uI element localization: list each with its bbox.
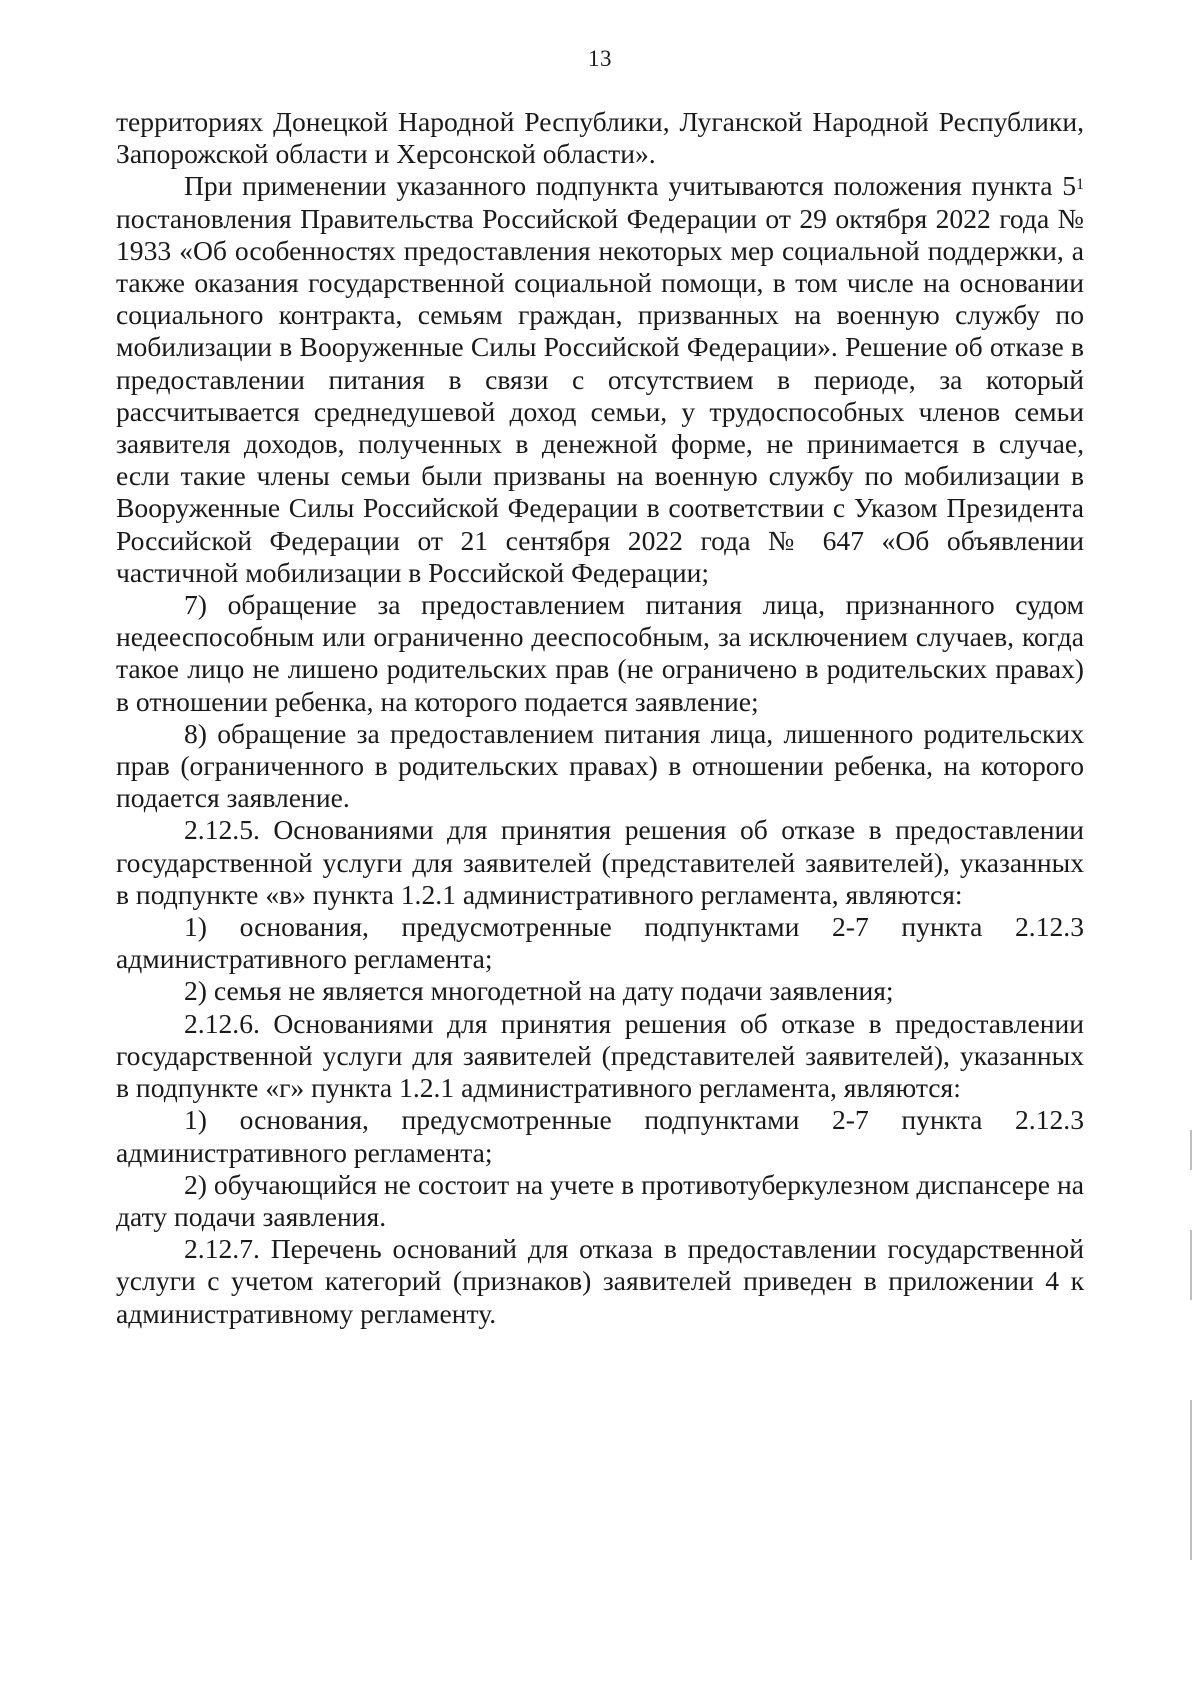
- scan-edge-mark: [1190, 1230, 1192, 1300]
- paragraph-text-part: При применении указанного подпункта учитываются положения пункта 5: [184, 170, 1076, 202]
- document-body: [116, 106, 1084, 1330]
- list-item-8: 8) обращение за предоставлением питания лица, лишенного родительских прав (ограниченного в родительских правах) в отношении ребенка, на которого подается заявление.: [116, 717, 1084, 814]
- scan-edge-mark: [1190, 1130, 1192, 1170]
- clause-2-12-5: 2.12.5. Основаниями для принятия решения об отказе в предоставлении государственной услуги для заявителей (представителей заявителей), указанных в подпункте «в» пункта 1.2.1 административного регламента, являются:: [116, 814, 1084, 910]
- scan-edge-mark: [1190, 1400, 1192, 1560]
- clause-2-12-5-item-1: 1) основания, предусмотренные подпунктами 2-7 пункта 2.12.3 административного регламента;: [116, 911, 1084, 975]
- paragraph-continuation: территориях Донецкой Народной Республики, Луганской Народной Республики, Запорожской области и Херсонской области».: [116, 106, 1084, 170]
- clause-2-12-6: 2.12.6. Основаниями для принятия решения об отказе в предоставлении государственной услуги для заявителей (представителей заявителей), указанных в подпункте «г» пункта 1.2.1 административного регламента, являются:: [116, 1007, 1084, 1104]
- superscript-mark: 1: [1076, 176, 1084, 194]
- paragraph-text-part: постановления Правительства Российской Федерации от 29 октября 2022 года № 1933 «Об особенностях предоставления некоторых мер социальной поддержки, а также оказания государственной социальной помощи, в том числе на основании социального контракта, семьям граждан, призванных на военную службу по мобилизации в Вооруженные Силы Российской Федерации». Решение об отказе в предоставлении питания в связи с отсутствием в периоде, за который рассчитывается среднедушевой доход семьи, у трудоспособных членов семьи заявителя доходов, полученных в денежной форме, не принимается в случае, если такие члены семьи были призваны на военную службу по мобилизации в Вооруженные Силы Российской Федерации в соответствии с Указом Президента Российской Федерации от 21 сентября 2022 года № 647 «Об объявлении частичной мобилизации в Российской Федерации;: [116, 202, 1084, 588]
- page-number: 13: [588, 46, 612, 71]
- paragraph-mobilization-note: [116, 170, 1084, 589]
- clause-2-12-6-item-2: 2) обучающийся не состоит на учете в противотуберкулезном диспансере на дату подачи заявления.: [116, 1168, 1084, 1232]
- clause-2-12-6-item-1: 1) основания, предусмотренные подпунктами 2-7 пункта 2.12.3 административного регламента;: [116, 1104, 1084, 1168]
- clause-2-12-5-item-2: 2) семья не является многодетной на дату подачи заявления;: [184, 975, 894, 1007]
- clause-2-12-7: 2.12.7. Перечень оснований для отказа в предоставлении государственной услуги с учетом категорий (признаков) заявителей приведен в приложении 4 к административному регламенту.: [116, 1233, 1084, 1329]
- list-item-7: 7) обращение за предоставлением питания лица, признанного судом недееспособным или ограниченно дееспособным, за исключением случаев, когда такое лицо не лишено родительских прав (не ограничено в родительских правах) в отношении ребенка, на которого подается заявление;: [116, 589, 1084, 717]
